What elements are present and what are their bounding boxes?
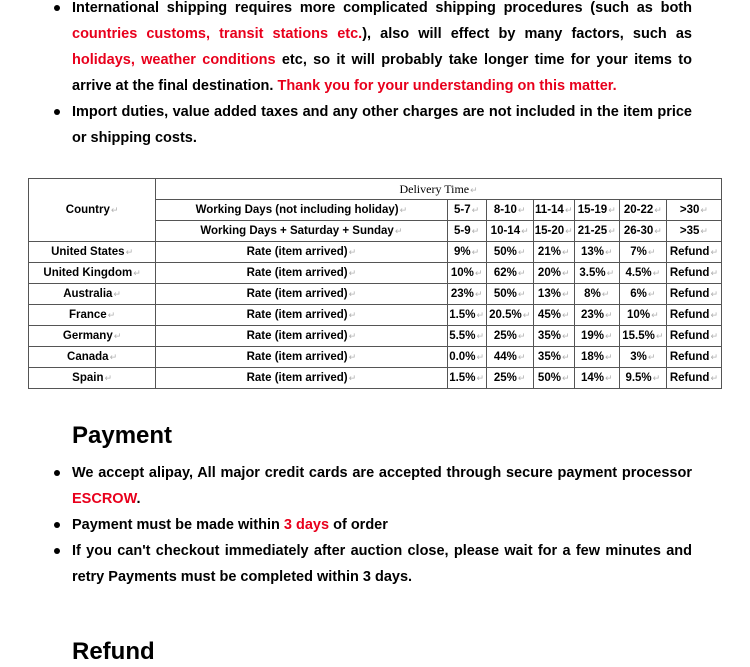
bullet-item xyxy=(52,512,692,538)
rate-cell: 50%↵ xyxy=(486,284,533,305)
working-days-label: Working Days (not including holiday)↵ xyxy=(156,200,447,221)
rate-cell: 25%↵ xyxy=(486,368,533,389)
shipping-bullet-list xyxy=(52,0,692,151)
country-name: Australia↵ xyxy=(29,284,156,305)
rate-cell: Refund↵ xyxy=(666,326,721,347)
bullet-item xyxy=(52,99,692,151)
highlighted-text: 3 days xyxy=(283,517,330,533)
highlighted-text: countries customs, transit stations etc. xyxy=(72,26,363,42)
sat-sun-cell: 5-9↵ xyxy=(447,221,486,242)
rate-cell: Refund↵ xyxy=(666,242,721,263)
rate-cell: 3%↵ xyxy=(619,347,666,368)
rate-cell: 1.5%↵ xyxy=(447,368,486,389)
country-rate-row xyxy=(29,284,722,305)
country-name: Canada↵ xyxy=(29,347,156,368)
rate-cell: Refund↵ xyxy=(666,263,721,284)
bullet-text: We accept alipay, All major credit cards are accepted through secure payment processor xyxy=(72,465,692,481)
rate-cell: 10%↵ xyxy=(447,263,486,284)
sat-sun-cell: 21-25↵ xyxy=(574,221,619,242)
rate-cell: 19%↵ xyxy=(574,326,619,347)
working-days-cell: 5-7↵ xyxy=(447,200,486,221)
rate-cell: 20.5%↵ xyxy=(486,305,533,326)
country-rate-row xyxy=(29,305,722,326)
rate-cell: 13%↵ xyxy=(574,242,619,263)
country-name: Germany↵ xyxy=(29,326,156,347)
bullet-text: International shipping requires more complicated shipping procedures (such as both xyxy=(72,0,692,16)
working-days-cell: 11-14↵ xyxy=(533,200,574,221)
sat-sun-cell: 15-20↵ xyxy=(533,221,574,242)
rate-cell: 23%↵ xyxy=(447,284,486,305)
rate-cell: 0.0%↵ xyxy=(447,347,486,368)
country-header: Country↵ xyxy=(29,179,156,242)
bullet-item xyxy=(52,538,692,590)
rate-cell: Refund↵ xyxy=(666,305,721,326)
payment-bullet-list xyxy=(52,460,692,590)
bullet-text: etc, so it will probably take longer time for your items to arrive at the final destination. xyxy=(72,52,692,94)
working-days-cell: 20-22↵ xyxy=(619,200,666,221)
sat-sun-cell: 26-30↵ xyxy=(619,221,666,242)
rate-cell: 50%↵ xyxy=(533,368,574,389)
rate-cell: 50%↵ xyxy=(486,242,533,263)
sat-sun-label: Working Days + Saturday + Sunday↵ xyxy=(156,221,447,242)
rate-label: Rate (item arrived)↵ xyxy=(156,326,447,347)
bullet-text: . xyxy=(136,491,141,507)
rate-cell: 4.5%↵ xyxy=(619,263,666,284)
rate-label: Rate (item arrived)↵ xyxy=(156,347,447,368)
rate-cell: 13%↵ xyxy=(533,284,574,305)
working-days-cell: 8-10↵ xyxy=(486,200,533,221)
rate-cell: 10%↵ xyxy=(619,305,666,326)
bullet-text: Payment must be made within xyxy=(72,517,284,533)
rate-label: Rate (item arrived)↵ xyxy=(156,305,447,326)
rate-cell: Refund↵ xyxy=(666,368,721,389)
rate-cell: 9%↵ xyxy=(447,242,486,263)
working-days-cell: 15-19↵ xyxy=(574,200,619,221)
rate-cell: Refund↵ xyxy=(666,284,721,305)
rate-cell: 20%↵ xyxy=(533,263,574,284)
rate-cell: 45%↵ xyxy=(533,305,574,326)
highlighted-text: ESCROW xyxy=(72,491,137,507)
rate-cell: 23%↵ xyxy=(574,305,619,326)
rate-cell: 35%↵ xyxy=(533,347,574,368)
country-name: United States↵ xyxy=(29,242,156,263)
refund-heading: Refund xyxy=(72,638,155,665)
rate-cell: 14%↵ xyxy=(574,368,619,389)
highlighted-text: holidays, weather conditions xyxy=(72,52,276,68)
rate-cell: 15.5%↵ xyxy=(619,326,666,347)
country-rate-row xyxy=(29,347,722,368)
bullet-text: of order xyxy=(329,517,388,533)
bullet-item xyxy=(52,0,692,99)
rate-cell: 9.5%↵ xyxy=(619,368,666,389)
working-days-cell: >30↵ xyxy=(666,200,721,221)
rate-cell: 5.5%↵ xyxy=(447,326,486,347)
bullet-item xyxy=(52,460,692,512)
rate-cell: 25%↵ xyxy=(486,326,533,347)
country-name: United Kingdom↵ xyxy=(29,263,156,284)
country-rate-row xyxy=(29,326,722,347)
country-rate-row xyxy=(29,263,722,284)
rate-label: Rate (item arrived)↵ xyxy=(156,263,447,284)
rate-label: Rate (item arrived)↵ xyxy=(156,242,447,263)
rate-label: Rate (item arrived)↵ xyxy=(156,368,447,389)
rate-cell: Refund↵ xyxy=(666,347,721,368)
rate-cell: 44%↵ xyxy=(486,347,533,368)
rate-cell: 1.5%↵ xyxy=(447,305,486,326)
sat-sun-cell: >35↵ xyxy=(666,221,721,242)
country-rate-row xyxy=(29,242,722,263)
delivery-time-header: Delivery Time↵ xyxy=(156,179,722,200)
delivery-time-table xyxy=(28,178,722,389)
sat-sun-cell: 10-14↵ xyxy=(486,221,533,242)
rate-cell: 21%↵ xyxy=(533,242,574,263)
country-name: France↵ xyxy=(29,305,156,326)
rate-cell: 7%↵ xyxy=(619,242,666,263)
rate-label: Rate (item arrived)↵ xyxy=(156,284,447,305)
bullet-text: If you can't checkout immediately after auction close, please wait for a few minutes and retry Payments must be completed within 3 days. xyxy=(72,543,692,585)
bullet-text: ), also will effect by many factors, such as xyxy=(362,26,692,42)
rate-cell: 35%↵ xyxy=(533,326,574,347)
highlighted-text: Thank you for your understanding on this matter. xyxy=(277,78,617,94)
country-name: Spain↵ xyxy=(29,368,156,389)
rate-rows xyxy=(29,242,722,389)
rate-cell: 3.5%↵ xyxy=(574,263,619,284)
bullet-text: Import duties, value added taxes and any other charges are not included in the item price or shipping costs. xyxy=(72,104,692,146)
rate-cell: 8%↵ xyxy=(574,284,619,305)
country-rate-row xyxy=(29,368,722,389)
rate-cell: 18%↵ xyxy=(574,347,619,368)
rate-cell: 62%↵ xyxy=(486,263,533,284)
rate-cell: 6%↵ xyxy=(619,284,666,305)
payment-heading: Payment xyxy=(72,422,173,449)
